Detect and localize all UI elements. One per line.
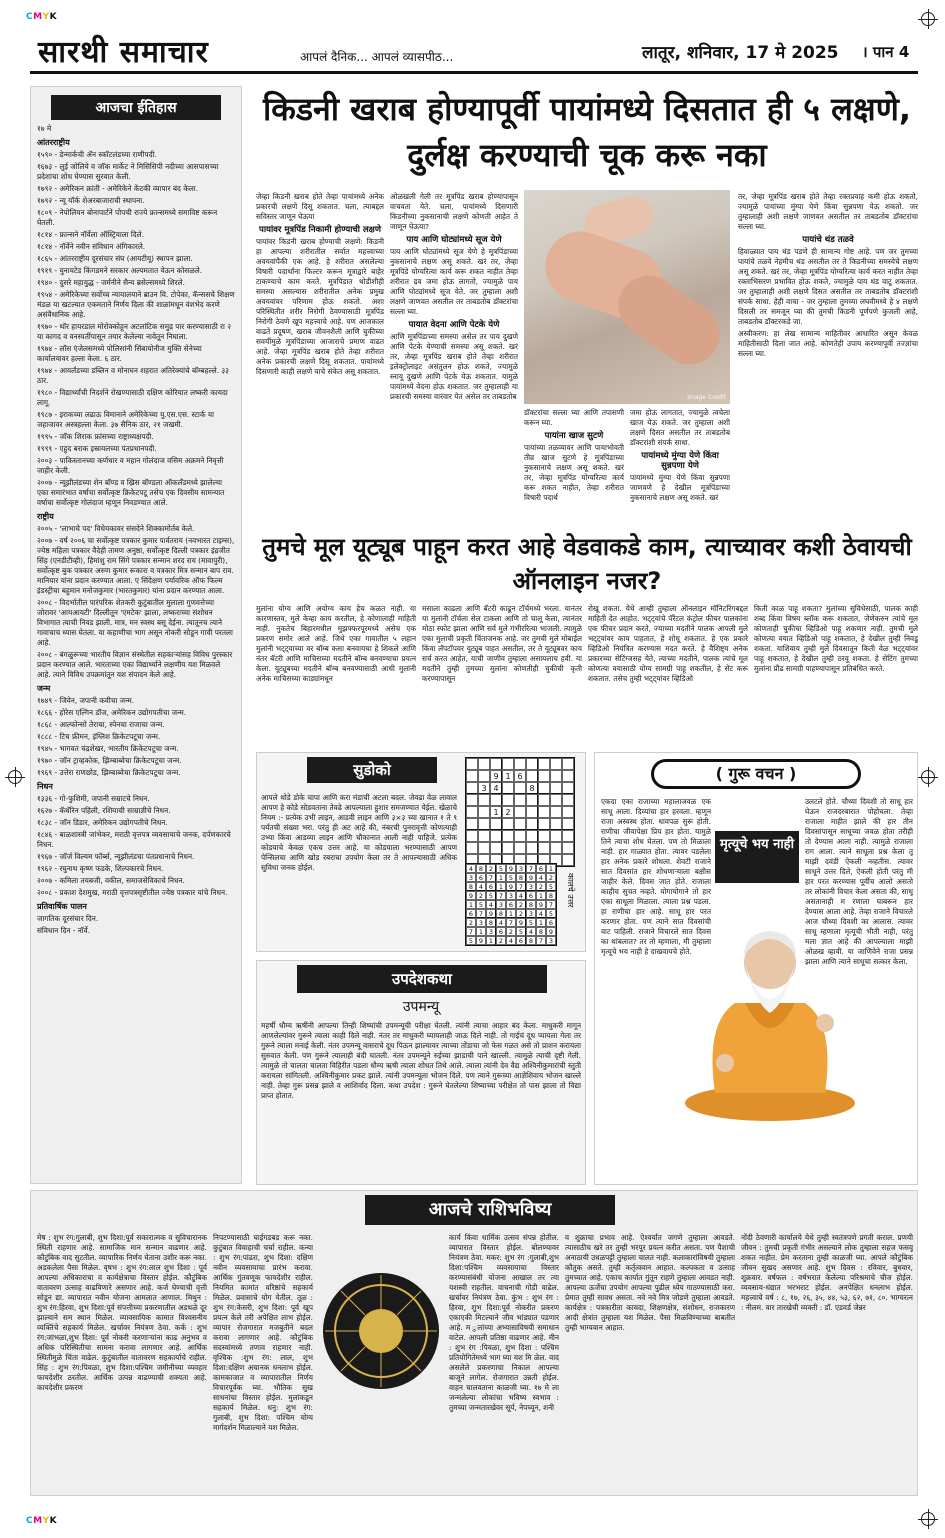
registration-mark-icon xyxy=(921,12,935,26)
lead-body: पाय आणि घोट्यांमध्ये सूज येणे हे मूत्रपिंडाच्या नुकसानाचे लक्षण असू शकते. खरं तर, जेव्हा मूत्रपिंडे योग्यरित्या कार्य करू शकत नाहीत तेव्हा शरीरात द्रव जमा होऊ लागतो, ज्यामुळे पाय आणि घोट्यांमध्ये सूज येते. जर तुम्हाला अशी लक्षणे जाणवत असतील तर ताबडतोब डॉक्टरांचा सल्ला घ्या. xyxy=(390,247,518,316)
sudoku-cell[interactable] xyxy=(490,818,502,830)
rashi-heading: आजचे राशिभविष्य xyxy=(365,1195,615,1225)
sudoku-cell[interactable] xyxy=(538,782,550,794)
sudoku-solution-cell: 4 xyxy=(536,873,546,882)
history-section-label: राष्ट्रीय xyxy=(37,512,54,521)
history-entry: २००८ - विदर्भातील पारंपरिक शेतकरी कुटुंबातील मुलाला गुणवत्तेच्या जोरावर 'आयआयटी' दिल्लीतून 'एमटेक' झाला, लष्कराच्या संशोधन विभागात त्याची निवड झाली. मात्र, मन स्वस्थ बसू देईना. त्यातूनच त्याने गावाचाच ध्यास घेतला. या कहाणीचा भाग असून नोकरी सोडून गावी परतला आहे. xyxy=(37,598,233,647)
history-entry: १९७४ - लॉस एंजेलसमध्ये पोलिसांनी सिंबायोनीज मुक्ति सेनेच्या कार्यालयावर हल्ला केला. ६ ठार. xyxy=(37,344,202,363)
sudoku-solution-cell: 6 xyxy=(506,900,516,909)
lead-column-3 xyxy=(524,408,624,524)
sudoku-solution-cell: 7 xyxy=(466,927,476,936)
sudoku-cell[interactable]: 6 xyxy=(514,770,526,782)
sudoku-cell[interactable] xyxy=(526,806,538,818)
sudoku-solution-cell: 1 xyxy=(476,927,486,936)
guru-body: उलटले होते. चौथ्या दिवशी तो साधू हार घेऊन राजदरबारात पोहोचला. तेव्हा राजाला माहीत झाले की हार तीन दिवसांपासून साधूच्या जवळ होता तरीही तो देण्यास आला नाही. त्यामुळे राजाला राग आला. त्याने साधूला प्रश्न केला तू माझी दवंडी ऐकली नव्हतीस. त्यावर साधूने उत्तर दिले, ऐकली होती परंतु मी हार परत करण्यास पूर्वीच आलो असतो तर लोकांनी विचार केला असता की, साधू असतानाही म रणाला घाबरून हार देण्यास आला आहे. तेव्हा राजाने विचारले आज चौथ्या दिवशी का आलास. त्यावर साधू म्हणाला मृत्यूची भीती नाही, परंतु मला ज्ञात आहे की आपल्याला माझी ओळख व्हावी. या जाणिवेने राजा प्रसन्न झाला आणि त्याने साधूचा सत्कार केला. xyxy=(805,797,913,966)
sudoku-solution-cell: 3 xyxy=(476,918,486,927)
rashi-column-2 xyxy=(213,1233,313,1493)
sudoku-solution-cell: 1 xyxy=(506,909,516,918)
sudoku-solution-cell: 3 xyxy=(506,891,516,900)
sudoku-solution-cell: 8 xyxy=(476,864,486,873)
sudoku-cell[interactable]: 8 xyxy=(526,782,538,794)
history-entry: २००३ - पाकिस्तानच्या कर्णधार व महान गोलंदाज वसिम अक्रमने निवृत्ती जाहीर केली. xyxy=(37,456,224,475)
lead-subheading: पायांना खाज सुटणे xyxy=(544,431,604,441)
sudoku-section xyxy=(256,752,586,952)
sudoku-cell[interactable] xyxy=(550,830,562,842)
sudoku-cell[interactable] xyxy=(562,806,574,818)
registration-mark-icon xyxy=(921,770,935,784)
sudoku-solution-cell: 5 xyxy=(506,873,516,882)
history-entry: १८१४ - नॉर्वेने नवीन संविधान अंगिकारले. xyxy=(37,242,146,251)
lead-subheading: पायांचे थंड तळवे xyxy=(802,235,854,245)
sudoku-solution-cell: 7 xyxy=(526,864,536,873)
sudoku-cell[interactable] xyxy=(490,842,502,854)
sudoku-cell[interactable] xyxy=(550,758,562,770)
sudoku-cell[interactable] xyxy=(550,806,562,818)
sudoku-cell[interactable] xyxy=(466,758,478,770)
sudoku-cell[interactable] xyxy=(478,794,490,806)
rashi-column-1 xyxy=(37,1233,207,1493)
sudoku-solution-cell: 3 xyxy=(486,927,496,936)
sudoku-cell[interactable] xyxy=(514,842,526,854)
registration-mark-icon xyxy=(921,1512,935,1526)
lead-body: पायांवर किडनी खराब होण्याची लक्षणे: किडनी हा आपल्या शरीरातील सर्वात महत्त्वाच्या अवयवांपैकी एक आहे. हे शरीरात असलेल्या विषारी पदार्थांना फिल्टर करून मूत्राद्वारे बाहेर टाकण्याचे काम करते. मूत्रपिंडात थोडीशीही समस्या असल्यास शरीरातील अनेक प्रमुख अवयवांवर परिणाम होऊ शकतो. अशा परिस्थितीत शरीर निरोगी ठेवण्यासाठी मूत्रपिंड निरोगी ठेवणे खूप महत्त्वाचे आहे. पण आजकाल वाढते प्रदूषण, खराब जीवनशैली आणि चुकीच्या सवयींमुळे मूत्रपिंडाच्या आजाराचे प्रमाण वाढत आहे. जेव्हा मूत्रपिंड खराब होते तेव्हा शरीरात अनेक प्रकारची लक्षणे दिसू शकतात. पायांमध्ये दिसणारी काही लक्षणे याचे संकेत असू शकतात. xyxy=(256,237,384,376)
sudoku-cell[interactable] xyxy=(562,818,574,830)
sudoku-cell[interactable] xyxy=(514,830,526,842)
sudoku-cell[interactable] xyxy=(562,854,574,866)
sudoku-solution-cell: 8 xyxy=(526,900,536,909)
sudoku-cell[interactable] xyxy=(466,830,478,842)
newspaper-tagline: आपलं दैनिक... आपलं व्यासपीठ... xyxy=(300,50,454,64)
newspaper-title: सारथी समाचार xyxy=(38,35,209,70)
history-entry: २००८ - बंगळुरूच्या भारतीय विज्ञान संस्थेतील सहकाऱ्यांसह विविध पुरस्कार प्रदान करण्यात आले. भारताच्या एका विद्यार्थ्याने लक्षणीय यश मिळवले आहे. त्याने विविध उपक्रमांतून यश संपादन केले आहे. xyxy=(37,650,233,679)
history-entry: १९६९ - उत्तेरा राणछोड, झिम्बाब्वेचा क्रिकेटपटूचा जन्म. xyxy=(37,768,181,777)
history-births-list xyxy=(37,696,235,778)
sudoku-solution-cell: 2 xyxy=(516,909,526,918)
sudoku-cell[interactable] xyxy=(526,794,538,806)
sudoku-solution-cell: 9 xyxy=(516,918,526,927)
sudoku-cell[interactable] xyxy=(502,794,514,806)
history-entry: २००७ - कमिला तयबजी, वकील, समाजसेविकाचे निधन. xyxy=(37,876,185,885)
youtube-column-1 xyxy=(256,604,416,744)
history-entry: २००७ - वर्ष २००६ चा सर्वोत्कृष्ट पत्रकार कुमार पार्वतराय (नवभारत टाइम्स), ज्येष्ठ महिला पत्रकार वैदेही तामण अनुष्ठा, सर्वोत्कृष्ट दिल्ली पत्रकार इंद्रजीत सिंह (एनडीटीव्ही), हिमांशु राम सिंगे पत्रकार सन्मान शरद राय (मावापुरी), सर्वोत्कृष्ट बुक पत्रकार अरुण कुमार रूकारा व पत्रकार मित्र सन्मान बाप राव. मानियार यांना प्रदान करण्यात आला. ए सिंदेक्षण पर्यावरिक ऑफ फिल्म इंडस्ट्रीचा बहुमान मनोजकुमार (भारतकुमार) यांना प्रदान करण्यात आला. xyxy=(37,536,235,595)
history-entry: २००७ - न्यूझीलंडच्या शेन बॉण्ड व ख्रिस बॉण्डला ऑकलँडमध्ये झालेल्या एका समारंभात वर्षाचा सर्वोत्कृष्ट क्रिकेटपटू तसेच एक दिवसीय सामन्यात वर्षाचा सर्वोत्कृष्ट गोलंदाज म्हणून निवडण्यात आले. xyxy=(37,478,225,507)
sudoku-solution-cell: 6 xyxy=(496,927,506,936)
history-entry: १७९२ - न्यू यॉर्क शेअरबाजाराची स्थापना. xyxy=(37,196,145,205)
sudoku-solution-cell: 5 xyxy=(496,864,506,873)
sudoku-solution-cell: 7 xyxy=(516,882,526,891)
lead-body: तर, जेव्हा मूत्रपिंड खराब होते तेव्हा रक्तप्रवाह कमी होऊ शकतो, ज्यामुळे पायांच्या मुंग्या येणे किंवा सुन्नपणा येऊ शकतो. जर तुम्हालाही अशी लक्षणे जाणवत असतील तर ताबडतोब डॉक्टरांचा सल्ला घ्या. xyxy=(738,192,918,231)
youtube-column-4 xyxy=(754,604,918,744)
sudoku-solution-cell: 4 xyxy=(516,891,526,900)
guru-vachan-section xyxy=(594,752,918,1185)
sudoku-solution-cell: 5 xyxy=(516,927,526,936)
sudoku-instructions xyxy=(261,793,457,949)
sudoku-solution-cell: 6 xyxy=(536,864,546,873)
sudoku-solution-cell: 2 xyxy=(516,900,526,909)
sudoku-cell[interactable] xyxy=(526,830,538,842)
sudoku-solution-cell: 1 xyxy=(536,891,546,900)
sudoku-cell[interactable] xyxy=(514,782,526,794)
sudoku-solution-cell: 8 xyxy=(546,891,556,900)
sudoku-solution-cell: 5 xyxy=(546,882,556,891)
sudoku-cell[interactable] xyxy=(514,758,526,770)
sudoku-solution-cell: 9 xyxy=(486,909,496,918)
sudoku-solution-cell: 3 xyxy=(546,936,556,945)
sudoku-cell[interactable] xyxy=(526,770,538,782)
sudoku-solution-cell: 2 xyxy=(506,927,516,936)
sudoku-solution-cell: 1 xyxy=(546,864,556,873)
sudoku-solution-cell: 4 xyxy=(496,918,506,927)
upadesh-heading: उपदेशकथा xyxy=(297,965,547,993)
youtube-column-3 xyxy=(588,604,748,744)
history-entry: जागतिक दूरसंचार दिन. xyxy=(37,914,99,923)
sudoku-cell[interactable] xyxy=(502,818,514,830)
sudoku-solution-cell: 7 xyxy=(506,918,516,927)
history-entry: १३३६ - गो-फुशिमी, जपानी सम्राटचे निधन. xyxy=(37,794,150,803)
sudoku-cell[interactable] xyxy=(526,842,538,854)
sudoku-solution-cell: 5 xyxy=(526,918,536,927)
sudoku-solution-cell: 9 xyxy=(466,891,476,900)
sudoku-cell[interactable] xyxy=(562,794,574,806)
lead-body: हिवाळ्यात पाय थंड पडणे ही सामान्य गोष्ट आहे. पण जर तुमच्या पायांचे तळवे नेहमीच थंड असतील तर ते किडनीच्या समस्येचे लक्षण असू शकते. खरं तर, जेव्हा मूत्रपिंड योग्यरित्या कार्य करत नाहीत तेव्हा रक्ताभिसरण प्रभावित होऊ शकते, ज्यामुळे पाय थंड वाटू शकतात. जर तुम्हालाही अशी लक्षणे दिसत असतील तर ताबडतोब डॉक्टरांशी संपर्क साधा. हेही वाचा - जर तुम्हाला तुमच्या लघवीमध्ये हे ४ लक्षणे दिसली तर समजून घ्या की तुमची किडनी पूर्णपणे कुजली आहे, ताबडतोब डॉक्टरकडे जा. xyxy=(738,247,918,326)
history-events-list xyxy=(37,150,235,508)
sudoku-solution-cell: 9 xyxy=(506,882,516,891)
sudoku-solution-cell: 6 xyxy=(516,936,526,945)
rashi-body: नोंदी ठेवणारी कार्यालये येथे तुम्ही स्वतंत्रपणे प्रगती कराल. प्रणयी जीवन : तुमची प्रकृती गंभीर असल्याने लोक तुम्हाला सहज फसवू शकत नाहीत. प्रेम करताना तुम्ही काळजी घ्या. आपले कौटुंबिक जीवन सुखद असणार आहे. शुभ दिवस : रविवार, बुधवार, शुक्रवार. वर्षफल : वर्षभरात केलेल्या परिश्रमाचे चीज होईल. व्यवसाय-धंद्यात भरभराट होईल. अनपेक्षित धनलाभ होईल. महत्त्वाचे वर्ष : ८, १७, २६, ३५, ४४, ५३, ६२, ७१, ८०. भाग्यरत्न : नीलम. वार तारखेची व्यक्ती : डॉ. एडवर्ड जेन्नर xyxy=(741,1233,913,1312)
sudoku-rules-text: आपले थोडे डोके चापा आणि करा मंडाची अटला बदल. जेवढा वेळ लावाल आपण हे कोडे सोडवताना तेवढे आपल्याला हुशार समजण्यात येईल. खेळाचे नियम :- प्रत्येक उभी लाइन, आडवी लाइन आणि ३×३ च्या खानात १ ते ९ पर्यंतची संख्या भरा. परंतु ही अट आहे की, नंबरची पुनरावृत्ती कोणत्याही उभ्या किंवा आडव्या लाइन आणि चौकानात आली नाही पाहिजे. प्रत्येक कोडयाचे केवळ एकच उत्तर आहे. या कोडयाला भरण्यासाठी आपण पेन्सिलचा आणि खोड रबराचा उपयोग केला तर ते आपल्यासाठी अधिक सुविधा जनक होईल. xyxy=(261,793,457,872)
zodiac-wheel-icon xyxy=(321,1271,441,1391)
sudoku-solution-cell: 7 xyxy=(486,873,496,882)
history-deaths-list xyxy=(37,794,235,898)
upadesh-body: महर्षी धौम्य ऋषींनी आपल्या तिन्ही शिष्यांची उपमन्यूची परीक्षा घेतली. त्यांनी त्याचा आहार बंद केला. माधुकरी मागून आणलेल्यांवर गुरूने त्याला काही दिले नाही. नंतर तर माधुकरी घ्यायलाही जाऊ दिले नाही. तो गाईचं दूध प्यायला गेला तर गुरूने त्याला मनाई केली. नंतर उपमन्यू वासराचे दूध पिऊन झाल्यावर त्याच्या तोंडाचा जो फेस गळत असे तो प्राशन करायला सुरुवात केली. पण गुरूने त्यालाही बंदी घातली. नंतर उपमन्यूने रुईच्या झाडाची पाने खाल्ली. त्यामुळे त्याची दृष्टी गेली. त्यामुळे तो चालता चालता विहिरीत पडला धौम्य ऋषी त्याला शोधत तिथे आले. त्याला त्यांनी देव वैद्य अश्विनीकुमारांची स्तुती करायला सांगितली. अश्विनीकुमार प्रकट झाले. त्यांनी उपमन्यूला भोजन दिले. पण त्याने गुरूच्या आज्ञेशिवाय भोजन खाल्ले नाही. तेव्हा गुरू प्रसन्न झाले व आशिर्वाद दिला. कथा उपदेश : गुरूने घेतलेल्या शिष्याच्या परीक्षेत तो पास झाला तो विद्या प्राप्त होतात. xyxy=(261,1021,581,1100)
sudoku-cell[interactable] xyxy=(526,758,538,770)
sudoku-cell[interactable] xyxy=(466,782,478,794)
rashi-body: व शुक्राचा प्रभाव आहे. ऐश्वर्यात जगणे तुम्हाला आवडते. त्यासाठीच खरे तर तुम्ही भरपूर प्रयत्न करीत असता. पण पैशाची अनाठायी उधळपट्टी तुम्हाला चालत नाही. कलाकारांविषयी तुम्हाला कौतुक असते. तुम्ही कर्तृत्ववान आहात. कल्पकता व उत्साह तुमच्यात आहे. एकाच कार्यात गुंतून राहणे तुम्हाला आवडत नाही. आपल्या ऊर्जेचा उपयोग आपल्या पुढील ध्येय गाठण्यासाठी करा. प्रेमात तुम्ही सावध असता. नवे नवे मित्र जोडणे तुम्हाला आवडते. कार्यक्षेत्र : पत्रकारीता कायदा, शिक्षणक्षेत्र, संशोधन, राजकारण आदी क्षेत्रांत तुम्हाला यश मिळेल. पैसा मिळविण्याच्या बाबतीत तुम्ही भाग्यवान आहात. xyxy=(565,1233,735,1332)
sudoku-solution-cell: 8 xyxy=(516,873,526,882)
history-entry: १८०९ - नेपोलियन बोनापार्टने पोपची राज्ये फ्रान्समध्ये समाविष्ट करून घेतली. xyxy=(37,208,218,227)
sudoku-solution-cell: 9 xyxy=(526,873,536,882)
sudoku-solution-cell: 1 xyxy=(466,900,476,909)
sudoku-cell[interactable]: 2 xyxy=(502,806,514,818)
history-entry: २००८ - प्रकाश देशमुख, मराठी वृत्तपत्रसृष्टीतील ज्येष्ठ पत्रकार यांचे निधन. xyxy=(37,888,228,897)
sudoku-cell[interactable] xyxy=(490,830,502,842)
history-national-list xyxy=(37,524,235,680)
sudoku-solution-cell: 5 xyxy=(546,909,556,918)
sudoku-solution-cell: 9 xyxy=(506,864,516,873)
history-entry: १९५४ - अमेरिकेच्या सर्वोच्च न्यायालयाने ब्राउन वि. टोपेका, कॅन्ससचे शिक्षण मंडळ या खटल्यात एकमताने निर्णय दिला की शाळांमधून वंशभेद करणे असंवैधानिक आहे. xyxy=(37,290,235,319)
sudoku-cell[interactable] xyxy=(490,758,502,770)
lead-body: जमा होऊ लागतात, ज्यामुळे त्वचेला खाज येऊ शकते. जर तुम्हाला अशी लक्षणे दिसत असतील तर ताबडतोब डॉक्टरांशी संपर्क साधा. xyxy=(630,408,730,447)
guru-box-title: मृत्यूचे भय नाही xyxy=(715,831,799,883)
history-days-list xyxy=(37,914,235,936)
lead-disclaimer: अस्वीकरण: हा लेख सामान्य माहितीवर आधारित असून केवळ माहितीसाठी दिला जात आहे. कोणतेही उपाय करण्यापूर्वी तज्ज्ञांचा सल्ला घ्या. xyxy=(738,329,918,358)
lead-subheading: पाय आणि घोट्यांमध्ये सूज येणे xyxy=(406,235,502,245)
youtube-column-2 xyxy=(422,604,582,744)
history-date: १७ मे xyxy=(37,124,52,133)
lead-subheading: पायांवर मूत्रपिंड निकामी होण्याची लक्षणे xyxy=(259,225,381,235)
sudoku-cell[interactable] xyxy=(502,842,514,854)
sudoku-solution-cell: 8 xyxy=(486,918,496,927)
feet-massage-photo xyxy=(524,190,730,404)
issue-date: लातूर, शनिवार, 17 मे 2025 xyxy=(642,43,839,63)
sudoku-solution-cell: 2 xyxy=(486,864,496,873)
sudoku-cell[interactable] xyxy=(562,842,574,854)
sudoku-solution-cell: 7 xyxy=(476,909,486,918)
sudoku-cell[interactable] xyxy=(478,842,490,854)
sudoku-cell[interactable] xyxy=(478,758,490,770)
sudoku-solution-cell: 9 xyxy=(546,927,556,936)
sudoku-cell[interactable] xyxy=(538,806,550,818)
sudoku-solution-cell: 6 xyxy=(476,873,486,882)
sudoku-cell[interactable] xyxy=(478,806,490,818)
lead-column-4 xyxy=(630,408,730,524)
history-entry: १९९९ - एहुद बराक इस्रायलच्या पंतप्रधानपदी. xyxy=(37,444,157,453)
history-entry: १७९२ - अमेरिकन क्रांती - अमेरिकेने केंटकी व्यापार बंद केला. xyxy=(37,184,199,193)
upadesh-subtitle: उपमन्यू xyxy=(402,999,440,1015)
youtube-body: किती काळ पाहू शकता? मुलांच्या सुविधेसाठी, पालक काही शब्द किंवा विषय ब्लॉक करू शकतात, जेणेकरुन त्यांचे मूल कोणताही चुकीचा व्हिडिओ पाहू शकणार नाही. तुमची मुले कोणत्या वयात व्हिडिओ पाहू शकतात, हे देखील तुम्ही निवडू शकता. याशिवाय तुम्ही मुले दिवसातून किती वेळ भट्ट्यांवर पाहू शकतात, हे देखील तुम्ही ठरवू शकता. हे सेटिंग तुमच्या मुलांना प्रौढ सामग्री पाहण्यापासून प्रतिबंधित करते. xyxy=(754,604,918,673)
history-entry: १९१९ - युनायटेड किंगडमने सरकार अल्पमतात येऊन कोसळले. xyxy=(37,266,203,275)
history-entry: १९६७ - जॉर्ज विल्यम फॉर्ब्स, न्यूझीलंडचा पंतप्रधानाचे निधन. xyxy=(37,852,195,861)
sudoku-puzzle-grid[interactable] xyxy=(465,757,575,867)
rashi-column-4 xyxy=(565,1233,735,1493)
sudoku-solution-cell: 2 xyxy=(546,873,556,882)
sudoku-cell[interactable] xyxy=(478,818,490,830)
history-entry: १६२७ - कॅथॅरिन पहिली, रशियाची साम्राज्ञीचे निधन. xyxy=(37,806,171,815)
history-entry: १८१४ - फ्रान्सने नॉर्वेला ऑस्ट्रियाला दिले. xyxy=(37,230,144,239)
sudoku-cell[interactable]: 1 xyxy=(490,806,502,818)
sudoku-cell[interactable] xyxy=(538,830,550,842)
sudoku-cell[interactable] xyxy=(478,830,490,842)
history-section-label: निधन xyxy=(37,782,53,791)
youtube-body: रोखू शकता. येथे आम्ही तुम्हाला ऑनलाइन मॉनिटरिंगबद्दल माहिती देत आहोत. भट्ट्यांचे पॅरेंटल कंट्रोल फीचर पालकांना एक फीचर प्रदान करते, ज्याच्या मदतीने पालक आपली मुले भट्ट्यांवर काय पाहतात, हे शोधू शकतात. हे एक प्रकारे व्हिडिओ नियंत्रित करण्यास मदत करते. हे वैशिष्ट्य अनेक प्रकारच्या सेटिंग्जसह येते, त्याच्या मदतीने, पालक त्यांचे मूल कोणत्या वयासाठी योग्य सामग्री पाहू शकतील, हे सेट करू शकतात. तसेच तुम्ही भट्ट्यांवर व्हिडिओ xyxy=(588,604,748,683)
sudoku-cell[interactable] xyxy=(466,842,478,854)
sudoku-cell[interactable] xyxy=(562,770,574,782)
sudoku-solution-cell: 1 xyxy=(496,873,506,882)
guru-heading: ( गुरू वचन ) xyxy=(651,759,861,789)
sudoku-cell[interactable] xyxy=(466,770,478,782)
sudoku-solution-cell: 3 xyxy=(466,873,476,882)
lead-body: डॉक्टरांचा सल्ला घ्या आणि तपासणी करून घ्या. xyxy=(524,408,624,427)
sudoku-solution-cell: 4 xyxy=(506,936,516,945)
history-entry: १९४५ - भागवत चंद्रशेखर, भारतीय क्रिकेटपटूचा जन्म. xyxy=(37,744,179,753)
sudoku-cell[interactable] xyxy=(562,758,574,770)
sudoku-solution-cell: 7 xyxy=(496,891,506,900)
history-entry: १८४६ - बाळशास्त्री जांभेकर, मराठी वृत्तपत्र व्यवसायाचे जनक, दर्पणकारचे निधन. xyxy=(37,830,231,849)
sudoku-solution-cell: 5 xyxy=(486,891,496,900)
rashi-bhavishya-section xyxy=(30,1190,918,1496)
sudoku-solution-cell: 4 xyxy=(476,882,486,891)
sudoku-solution-cell: 2 xyxy=(496,936,506,945)
lead-body: पायांमध्ये मुंग्या येणे किंवा सुन्नपणा जाणवणे हे देखील मूत्रपिंडाच्या नुकसानाचे लक्षण असू शकते. खरं xyxy=(630,473,730,502)
sudoku-solution-cell: 8 xyxy=(526,936,536,945)
sudoku-cell[interactable] xyxy=(514,806,526,818)
history-entry: १५९० - डेन्मार्कची ॲन स्कॉटलंडच्या राणीपदी. xyxy=(37,150,157,159)
lead-body: ओळखली गेली तर मूत्रपिंड खराब होण्यापासून वाचवता येते. चला, पायांमध्ये दिसणारी किडनीच्या नुकसानाची लक्षणे कोणती आहेत ते जाणून घेऊया? xyxy=(390,192,518,231)
sudoku-solution-cell: 4 xyxy=(486,900,496,909)
cmyk-color-bar: CMYK xyxy=(26,12,58,22)
sudoku-cell[interactable] xyxy=(490,794,502,806)
sudoku-solution-cell: 4 xyxy=(536,909,546,918)
sudoku-cell[interactable] xyxy=(538,818,550,830)
sudoku-solution-cell: 8 xyxy=(496,909,506,918)
sudoku-solution-cell: 1 xyxy=(496,882,506,891)
history-entry: १८६५ - आंतरराष्ट्रीय दूरसंचार संघ (आयटीयू) स्थापन झाला. xyxy=(37,254,193,263)
sudoku-cell[interactable] xyxy=(538,842,550,854)
sudoku-cell[interactable] xyxy=(526,818,538,830)
history-entry: २००५ - 'लाभाचे पद' विधेयकावर संसदेने शिक्कामोर्तब केले. xyxy=(37,524,195,533)
history-entry: १८३८ - जॉन डिडार, अमेरिकन उद्योगपतीचे निधन. xyxy=(37,818,168,827)
lead-body: पायांच्या तळव्यावर आणि पायाभोवती तीव्र खाज सुटणे हे मूत्रपिंडाच्या नुकसानाचे लक्षण असू शकते. खरं तर, जेव्हा मूत्रपिंड योग्यरित्या कार्य करू शकत नाहीत, तेव्हा शरीरात विषारी पदार्थ xyxy=(524,443,624,502)
sudoku-solution-cell: 6 xyxy=(526,891,536,900)
history-entry: १६७३ - लुई जोलिये व जॉक मार्केट ने मिसिसिपी नदीच्या आसपासच्या प्रदेशाचा शोध घेण्यास सुरवात केली. xyxy=(37,162,219,181)
sudoku-solution-cell: 8 xyxy=(466,882,476,891)
sudoku-cell[interactable] xyxy=(514,794,526,806)
history-entry: १८६८ - आल्फोन्सो तेराचा, स्पेनचा राजाचा जन्म. xyxy=(37,720,165,729)
history-entry: १९८७ - इराकच्या लढाऊ विमानाने अमेरिकेच्या यु.एस.एस. स्टार्क या जहाजावर अस्त्रहल्ला केला. ३७ सैनिक ठार, २१ जखमी. xyxy=(37,410,214,429)
sudoku-cell[interactable] xyxy=(502,830,514,842)
sudoku-cell[interactable]: 1 xyxy=(502,770,514,782)
sudoku-solution-label: कालचे उत्तर xyxy=(566,873,575,908)
sudoku-solution-cell: 2 xyxy=(466,918,476,927)
sudoku-solution-cell: 3 xyxy=(526,909,536,918)
sudoku-solution-cell: 5 xyxy=(476,900,486,909)
youtube-body: मसाला काढला आणि बॅटरी काढून टॉर्चमध्ये भरला. यानंतर या मुलांनी टॉर्चला सेल टाकला आणि तो चालू केला, त्यानंतर मोठा स्फोट झाला आणि सर्व मुले गंभीररित्या भाजली. त्यामुळे एका मुलाची प्रकृती चिंताजनक आहे. जर तुमची मुले मोबाईल किंवा लॅपटॉपवर यूट्यूब पाहत असतील, तर ते यूट्यूबवर काय सर्च करत आहेत, याची जाणीव तुम्हाला असायलाच हवी. या मदतीने तुम्ही तुमच्या मुलांना कोणतीही चुकीची कृती करण्यापासून xyxy=(422,604,582,683)
sudoku-heading: सुडोको xyxy=(307,757,437,783)
sudoku-solution-cell: 6 xyxy=(466,909,476,918)
sudoku-cell[interactable] xyxy=(538,758,550,770)
sudoku-solution-cell: 1 xyxy=(486,936,496,945)
sudoku-solution-cell: 9 xyxy=(536,900,546,909)
upadesh-katha-section xyxy=(256,960,586,1185)
history-entry: १९७० - थॉर हायरडाल मोरोक्कोहून अटलांटिक समुद्र पार करण्यासाठी रा २ या कागद व वनस्पतींपासून तयार केलेल्या नावेतून निघाला. xyxy=(37,322,232,341)
youtube-headline: तुमचे मूल यूट्यूब पाहून करत आहे वेडवाकडे काम, त्याच्यावर कशी ठेवायची ऑनलाइन नजर? xyxy=(262,533,912,595)
sudoku-solution-cell: 9 xyxy=(476,936,486,945)
sudoku-solution-cell: 3 xyxy=(496,900,506,909)
registration-mark-icon xyxy=(8,770,22,784)
history-entry: १९७० - जॉन ट्राव्हकोक, झिम्बाब्वेचा क्रिकेटपटूचा जन्म. xyxy=(37,756,182,765)
sudoku-solution-cell: 6 xyxy=(486,882,496,891)
rashi-body: कार्य किंवा धार्मिक उत्सव संपन्न होतील. व्यापारात विस्तार होईल. बोलण्यावर नियंत्रण ठेवा. मकर: शुभ रंग :गुलाबी,शुभ दिशा:पश्चिम व्यवसायाचा विस्तार करण्यासंबंधी योजना आखाल तर त्या यशस्वी राहतील. वाचनाची गोडी वाढेल. खर्चावर नियंत्रण ठेवा. कुंभ : शुभ रंग : हिरवा, शुभ दिशा:पूर्व नोकरीत प्रकरण एकाएकी मिटल्याने जीव भांड्यात पडणार आहे. म ुलांच्या अभ्यासाविषयी समाधान वाटेल. आपली प्रतिष्ठा वाढणार आहे. मीन : शुभ रंग :पिवळा, शुभ दिशा : पश्चिम प्रतियोगितेमध्ये भाग घ्या यश मि ळेल. वाद असलेले प्रकरणाचा निकाल आपल्या बाजूने लागेल. रोजगारात उन्नती होईल. वाहन चालवताना काळजी घ्या. १७ मे ला जन्मलेल्या लोकांचा भविष्य स्वभाव : तुमच्या जन्मतारखेवर सूर्य, नेपच्यून, शनी xyxy=(449,1233,559,1412)
sudoku-solution-grid xyxy=(465,863,557,946)
sudoku-cell[interactable] xyxy=(550,770,562,782)
sudoku-cell[interactable] xyxy=(478,770,490,782)
sudoku-cell[interactable] xyxy=(538,794,550,806)
sudoku-cell[interactable] xyxy=(466,806,478,818)
lead-column-5 xyxy=(738,192,918,524)
lead-column-2 xyxy=(390,192,518,524)
sudoku-solution-cell: 3 xyxy=(526,882,536,891)
history-section-label: जन्म xyxy=(37,684,51,693)
history-entry: १९७४ - आयर्लंडच्या डब्लिन व मोनाघन शहरात अतिरेक्यांचे बॉम्बहल्ले. ३३ ठार. xyxy=(37,366,229,385)
rashi-body: निपटण्यासाठी घाईगडबड करू नका. कुटुंबात विवाहाची चर्चा राहील. कन्या : शुभ रंग:पांढरा, शुभ दिशा: दक्षिण नवीन व्यवसायाचा प्रारंभ करावा. आर्थिक गुंतवणूक फायदेशीर राहील. नियमित कामांत वरिष्ठांचे सहकार्य मिळेल. प्रवासाचे योग येतील. तूळ : शुभ रंग:केसरी, शुभ दिशा: पूर्व खूप प्रयत्न केले तरी अपेक्षित लाभ होईल. व्यापार रोजगारात मजबुतीने बदल करावा लागणार आहे. कौटुंबिक सदस्यांमध्ये तणाव राहणार नाही. वृश्चिक :शुभ रंग: लाल, शुभ दिशा:दक्षिण अचानक धनलाभ होईल. कामकाजात व व्यापारातील निर्णय विचारपूर्वक घ्या. भौतिक सुख साधनांचा विस्तार होईल. मुलांकडून सहकार्य मिळेल. धनु: शुभ रंग: गुलाबी, शुभ दिशा: पश्चिम योग्य मार्गदर्शन मिळाल्याने यश मिळेल. xyxy=(213,1233,313,1432)
sudoku-cell[interactable] xyxy=(502,758,514,770)
sudoku-solution-cell: 4 xyxy=(466,864,476,873)
rashi-column-5 xyxy=(741,1233,913,1493)
rashi-column-3 xyxy=(449,1233,559,1493)
lead-column-1 xyxy=(256,192,384,524)
sudoku-cell[interactable] xyxy=(466,794,478,806)
history-entry: १९६२ - रघुनाथ कृष्ण फडके, शिल्पकारचे निधन. xyxy=(37,864,164,873)
history-entry: १९८० - विद्यार्थ्यांची निदर्शने रोखण्यासाठी दक्षिण कोरियात लष्करी कायदा लागू. xyxy=(37,388,228,407)
lead-intro: जेव्हा किडनी खराब होते तेव्हा पायांमध्ये अनेक प्रकारची लक्षणे दिसू शकतात. चला, त्याबद्दल सविस्तर जाणून घेऊया xyxy=(256,192,384,221)
history-column xyxy=(30,86,242,1184)
sudoku-cell[interactable] xyxy=(550,782,562,794)
photo-credit: Image Credit xyxy=(687,394,726,401)
cmyk-color-bar: CMYK xyxy=(26,1516,58,1526)
lead-subheading: पायात वेदना आणि पेटके येणे xyxy=(408,320,500,330)
sudoku-solution-cell: 1 xyxy=(536,918,546,927)
sudoku-cell[interactable] xyxy=(466,818,478,830)
rashi-body: मेष : शुभ रंग:गुलाबी, शुभ दिशा:पूर्व सकारात्मक व सुविचारानक स्थिती राहणार आहे. सामाजिक मान सन्मान वाढणार आहे. कौटुंबिक वाद सुटतील. व्यापारिक निर्णय घेताना उशीर करू नका. अडकलेला पैसा मिळेल. वृषभ : शुभ रंग:लाल शुभ दिशा : पूर्व आपल्या अधिकाराचा व कार्यक्षेत्राचा विस्तार होईल. कौटुंबिक वातावरण उत्साह वाढविणारे असणार आहे. कर्ज घेण्याची वृत्ती सोडून द्या. व्यापारात नवीन योजना आमलात आणाल. मिथुन : शुभ रंग:हिरवा, शुभ दिशा:पूर्व संपत्तीच्या प्रकरणातील अडथळे दूर झाल्याने सम स्थान मिळेल. व्यावसायिक कामात विश्वसनीय व्यक्तिंचे सहकार्य मिळेल. खर्चावर नियंत्रण ठेवा. कर्क : शुभ रंग:जांभळा,शुभ दिशा: पूर्व नोकरी करणाऱ्यांना काढ अनुभव व अधिक परिस्थितीचा सामना करावा लागणार आहे. आर्थिक स्थितीमुळे चिंता वाढेल. कुटुंबातील वातावरण सहकार्याचे राहील. सिंह : शुभ रंग:पिवळा, शुभ दिशा:पश्चिम जमीनीच्या व्यवहार फायदेशीर ठरतील. आर्थिक उत्पन्न वाढण्याची शक्यता आहे. कायदेशीर प्रकरण xyxy=(37,1233,207,1392)
sudoku-cell[interactable]: 3 xyxy=(478,782,490,794)
masthead xyxy=(30,28,918,74)
sudoku-solution-cell: 5 xyxy=(466,936,476,945)
history-section-label: प्रतिवार्षिक पालन xyxy=(37,902,87,911)
sudoku-cell[interactable] xyxy=(550,818,562,830)
sudoku-solution-cell: 7 xyxy=(546,900,556,909)
sudoku-solution-cell: 6 xyxy=(546,918,556,927)
sudoku-cell[interactable]: 4 xyxy=(490,782,502,794)
sudoku-solution-cell: 8 xyxy=(536,927,546,936)
sudoku-solution-cell: 2 xyxy=(476,891,486,900)
lead-headline: किडनी खराब होण्यापूर्वी पायांमध्ये दिसतात ही ५ लक्षणे, दुर्लक्ष करण्याची चूक करू नका xyxy=(263,90,911,174)
sudoku-solution-cell: 2 xyxy=(536,882,546,891)
sage-illustration xyxy=(675,903,865,1123)
sudoku-cell[interactable] xyxy=(502,782,514,794)
youtube-body: मुलांना योग्य आणि अयोग्य काय हेच कळत नाही. या कारणास्तव, मुले केव्हा काय करतील, हे कोणालाही माहिती नाही. नुकतेच बिहारमधील मुझफ्फरपूरमध्ये असेच एक प्रकरण समोर आले आहे. जिथे एका गावातील ५ लहान मुलांनी भट्ट्याच्या वर बॉम्ब कसा बनवायचा हे शिकले आणि नंतर बॅटरी आणि माचिसच्या मदतीने बॉम्ब बनवण्याचा प्रयत्न केला. यूट्यूबच्या मदतीने बॉम्ब बनवण्यासाठी आधी मुलांनी अनेक माचिसच्या काड्यांमधून xyxy=(256,604,416,683)
history-section-label: आंतरराष्ट्रीय xyxy=(37,138,70,147)
history-entry: १९९५ - जॉक शिराक फ्रांसच्या राष्ट्राध्यक्षपदी. xyxy=(37,432,154,441)
history-entry: १८६६ - होरेस एल्गिन डॉज, अमेरिकन उद्योगपतीचा जन्म. xyxy=(37,708,187,717)
history-entry: १९४० - दुसरे महायुद्ध - जर्मनीने सैन्य ब्रसेल्समध्ये शिरले. xyxy=(37,278,185,287)
history-entry: १८८८ - टिच फ्रीमन, इंग्लिश क्रिकेटपटूचा जन्म. xyxy=(37,732,161,741)
history-heading: आजचा ईतिहास xyxy=(51,95,221,120)
sudoku-solution-cell: 3 xyxy=(516,864,526,873)
sudoku-cell[interactable] xyxy=(514,818,526,830)
sudoku-solution-cell: 4 xyxy=(526,927,536,936)
sudoku-cell[interactable] xyxy=(562,782,574,794)
upadesh-text xyxy=(261,1021,581,1181)
page-number: । पान 4 xyxy=(862,43,910,61)
sudoku-cell[interactable] xyxy=(562,830,574,842)
sudoku-cell[interactable] xyxy=(550,842,562,854)
history-text xyxy=(31,124,241,936)
history-entry: संविधान दिन - नॉर्वे. xyxy=(37,926,91,935)
sudoku-cell[interactable]: 9 xyxy=(490,770,502,782)
lead-subheading: पायांमध्ये मुंग्या येणे किंवा सुन्नपणा येणे xyxy=(641,451,719,471)
sudoku-cell[interactable] xyxy=(550,794,562,806)
history-entry: १७४९ - जिवेन, जपानी कवीचा जन्म. xyxy=(37,696,135,705)
lead-body: आणि मूत्रपिंडाच्या समस्या असेल तर पाय दुखणे आणि पेटके येण्याची समस्या असू शकते. खरं तर, जेव्हा मूत्रपिंड खराब होते तेव्हा शरीरात इलेक्ट्रोलाइट असंतुलन होऊ शकते, ज्यामुळे स्नायू दुखणे आणि पेटके येऊ शकतात. यामुळे पायांमध्ये वेदना होऊ शकतात. जर तुम्हालाही या प्रकारची समस्या वारंवार येत असेल तर ताबडतोब xyxy=(390,332,518,401)
guru-body: एकदा एका राजाच्या महालाजवळ एक साधू आला. दिव्यांचा हार हरवला. म्हणून राजा अस्वस्थ होता. धावपळ सुरू होती. राणीचा जीवापेक्षा प्रिय हार होता. यामुळे तिने त्याचा शोध घेतला. पण तो मिळाला नाही. हार गाळ्यात होता. त्यावर पडलेला हार अनेक प्रकारे शोधला. शेवटी राजाने सात दिवसांत हार शोधणाऱ्याला बक्षीस जाहीर केले. दिवस जात होते. राजाला काहीच सुचत नव्हते. योगायोगाने तो हार एका साधूला मिळाला. त्याला प्रश्न पडला. हा राणीचा हार आहे. साधू हार परत करणार होता. पण त्याने सात दिवसांची वाट पाहिली. राजाने विचारले सात दिवस का थांबलात? तर तो म्हणाला, मी तुम्हाला मृत्यूचे भय नाही हे दाखवायचे होते. xyxy=(601,797,711,956)
sudoku-cell[interactable] xyxy=(538,770,550,782)
sudoku-solution-cell: 7 xyxy=(536,936,546,945)
